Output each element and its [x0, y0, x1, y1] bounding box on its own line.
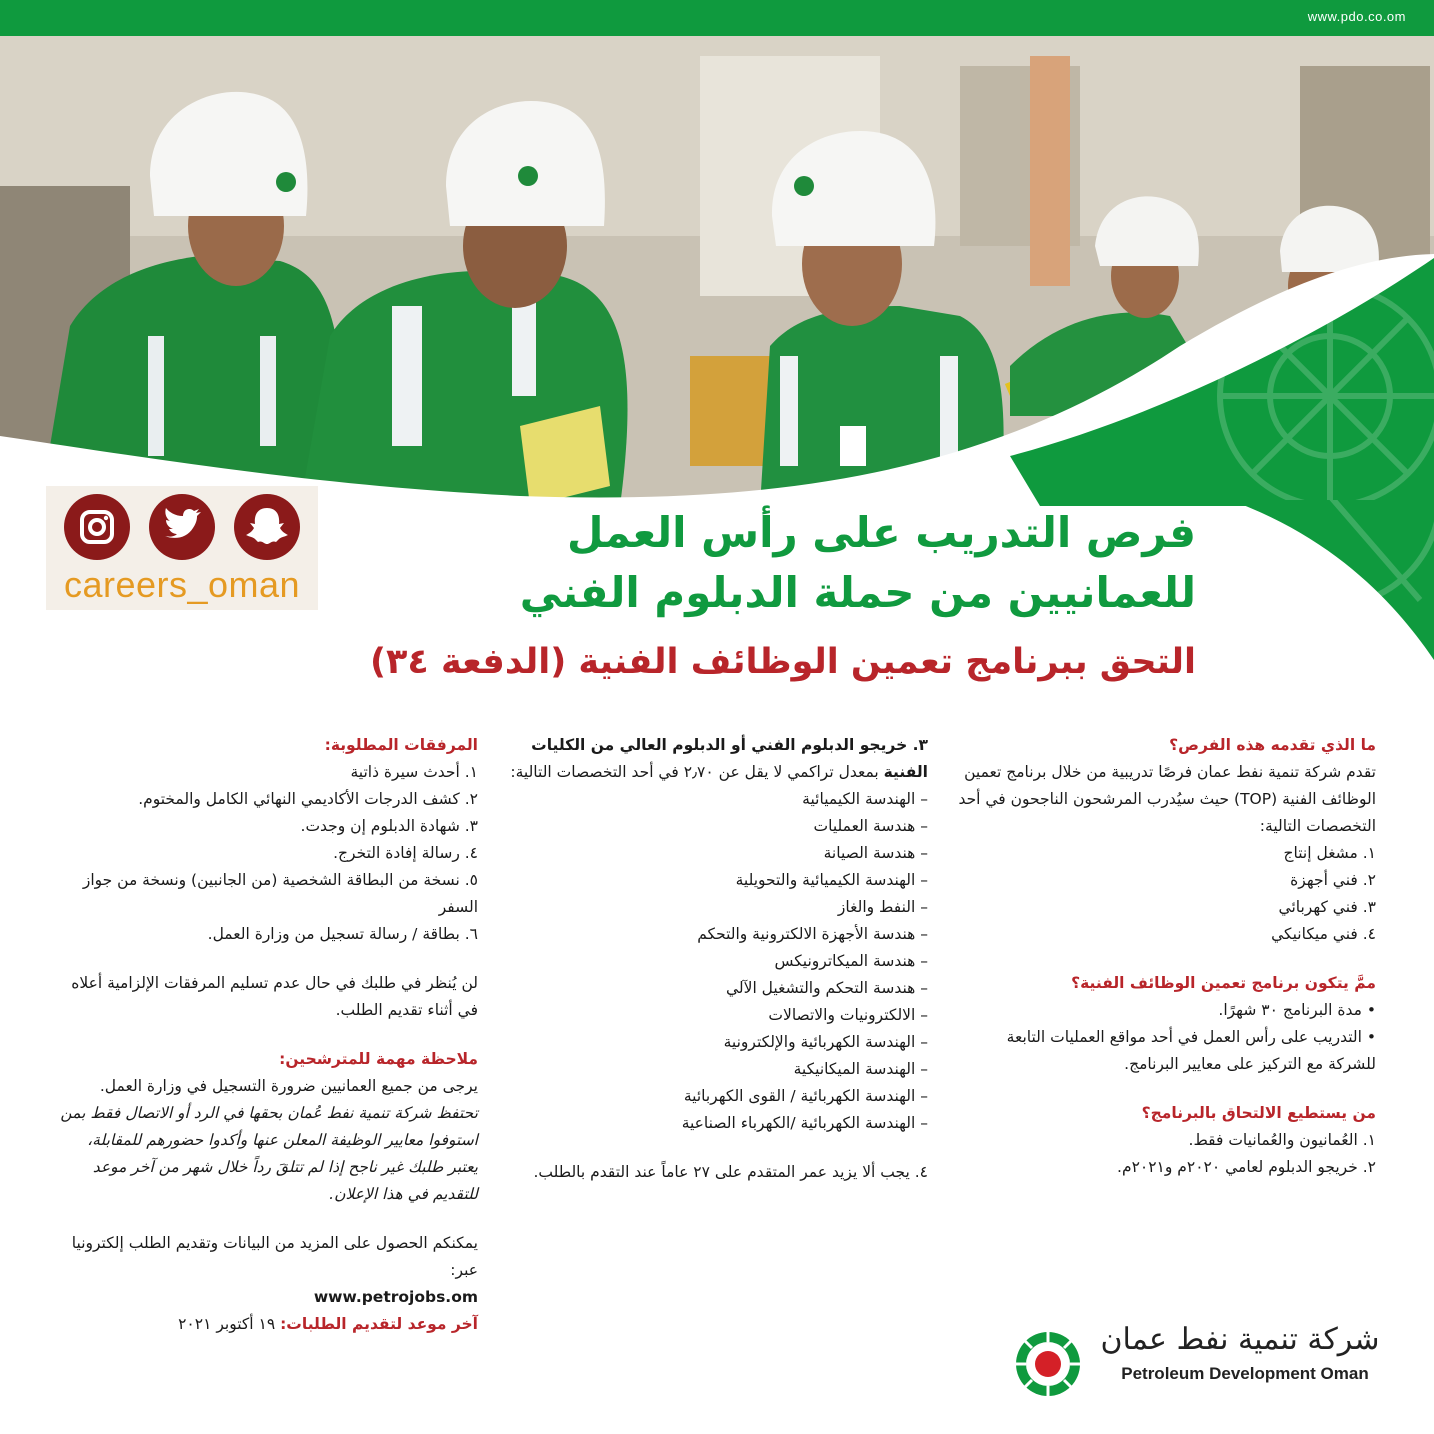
list-item: ١. أحدث سيرة ذاتية — [350, 763, 478, 781]
logo-arabic-text: شركة تنمية نفط عمان — [1100, 1322, 1380, 1357]
list-item: – هندسة الميكاترونيكس — [774, 952, 928, 970]
paragraph: لن يُنظر في طلبك في حال عدم تسليم المرفقات الإلزامية أعلاه في أثناء تقديم الطلب. — [71, 974, 478, 1019]
list-item: ٤. فني ميكانيكي — [1271, 925, 1376, 943]
company-logo — [1010, 1320, 1390, 1400]
list-item: ٢. كشف الدرجات الأكاديمي النهائي الكامل والمختوم. — [138, 790, 478, 808]
program-title: التحق ببرنامج تعمين الوظائف الفنية (الدفعة ٣٤) — [370, 642, 1196, 682]
main-subtitle: للعمانيين من حملة الدبلوم الفني — [519, 568, 1196, 617]
list-item: – الهندسة الكيميائية والتحويلية — [735, 871, 928, 889]
deadline-value: ١٩ أكتوبر ٢٠٢١ — [178, 1315, 276, 1333]
list-item: ١. العُمانيون والعُمانيات فقط. — [1188, 1131, 1376, 1149]
main-title: فرص التدريب على رأس العمل — [567, 508, 1196, 557]
instagram-icon[interactable] — [64, 494, 130, 560]
disclaimer-paragraph: تحتفظ شركة تنمية نفط عُمان بحقها في الرد أو الاتصال فقط بمن استوفوا معايير الوظيفة المعلن عنها وأكدوا حضورهم للمقابلة، يعتبر طلبك غير ناجح إذا لم تتلقَ رداً خلال شهر من آخر موعد للتقديم في هذا الإعلان. — [60, 1104, 478, 1203]
twitter-icon[interactable] — [149, 494, 215, 560]
list-item: • التدريب على رأس العمل في أحد مواقع العمليات التابعة للشركة مع التركيز على معايير البرنامج. — [1006, 1028, 1376, 1073]
list-item: • مدة البرنامج ٣٠ شهرًا. — [1218, 1001, 1376, 1019]
pdo-logo-icon — [1014, 1330, 1082, 1398]
list-item: ٥. نسخة من البطاقة الشخصية (من الجانبين) ونسخة من جواز السفر — [82, 871, 478, 916]
top-bar — [0, 0, 1434, 36]
eligibility-item-text: بمعدل تراكمي لا يقل عن ٢٫٧٠ في أحد التخصصات التالية: — [510, 763, 879, 781]
social-media-block — [46, 486, 318, 610]
section-heading: ما الذي تقدمه هذه الفرص؟ — [1169, 736, 1376, 754]
eligibility-item: ٤. يجب ألا يزيد عمر المتقدم على ٢٧ عاماً عند التقدم بالطلب. — [533, 1163, 928, 1181]
list-item: – هندسة التحكم والتشغيل الآلي — [725, 979, 928, 997]
list-item: ٢. فني أجهزة — [1290, 871, 1376, 889]
list-item: ٣. شهادة الدبلوم إن وجدت. — [300, 817, 478, 835]
hero-photo — [0, 36, 1434, 506]
list-item: – الهندسة الكهربائية والإلكترونية — [723, 1033, 928, 1051]
list-item: – الالكترونيات والاتصالات — [768, 1006, 928, 1024]
deadline-label: آخر موعد لتقديم الطلبات: — [280, 1315, 478, 1333]
list-item: ٣. فني كهربائي — [1278, 898, 1376, 916]
section-heading: من يستطيع الالتحاق بالبرنامج؟ — [1141, 1104, 1376, 1122]
list-item: – هندسة الأجهزة الالكترونية والتحكم — [697, 925, 928, 943]
website-link[interactable]: www.petrojobs.om — [313, 1288, 478, 1306]
list-item: – الهندسة الكهربائية /الكهرباء الصناعية — [681, 1114, 928, 1132]
list-item: ٢. خريجو الدبلوم لعامي ٢٠٢٠م و٢٠٢١م. — [1117, 1158, 1376, 1176]
list-item: ٦. بطاقة / رسالة تسجيل من وزارة العمل. — [207, 925, 478, 943]
section-heading: المرفقات المطلوبة: — [324, 736, 478, 754]
list-item: – الهندسة الكهربائية / القوى الكهربائية — [683, 1087, 928, 1105]
list-item: – النفط والغاز — [837, 898, 928, 916]
paragraph: يمكنكم الحصول على المزيد من البيانات وتقديم الطلب إلكترونيا عبر: — [71, 1234, 478, 1279]
social-handle[interactable]: careers_oman — [63, 564, 301, 605]
paragraph: تقدم شركة تنمية نفط عمان فرصًا تدريبية من خلال برنامج تعمين الوظائف الفنية (TOP) حيث سيُدرب المرشحون الناجحون في أحد التخصصات التالية: — [958, 763, 1376, 835]
list-item: ٤. رسالة إفادة التخرج. — [333, 844, 478, 862]
list-item: – هندسة العمليات — [813, 817, 928, 835]
info-column-middle — [508, 732, 928, 1186]
list-item: – هندسة الصيانة — [823, 844, 928, 862]
decorative-green-wave — [1230, 500, 1434, 670]
snapchat-icon[interactable] — [234, 494, 300, 560]
section-heading: ملاحظة مهمة للمترشحين: — [279, 1050, 478, 1068]
list-item: ١. مشغل إنتاج — [1283, 844, 1376, 862]
website-url[interactable]: www.pdo.co.om — [1307, 9, 1406, 24]
section-heading: ممَّ يتكون برنامج تعمين الوظائف الفنية؟ — [1071, 974, 1376, 992]
list-item: – الهندسة الميكانيكية — [793, 1060, 928, 1078]
paragraph: يرجى من جميع العمانيين ضرورة التسجيل في وزارة العمل. — [99, 1077, 478, 1095]
list-item: – الهندسة الكيميائية — [802, 790, 928, 808]
info-column-right — [956, 732, 1376, 1181]
info-column-left — [58, 732, 478, 1338]
logo-english-text: Petroleum Development Oman — [1121, 1364, 1369, 1383]
eligibility-item-heading: ٣. خريجو الدبلوم الفني أو الدبلوم العالي من الكليات الفنية — [531, 736, 928, 781]
